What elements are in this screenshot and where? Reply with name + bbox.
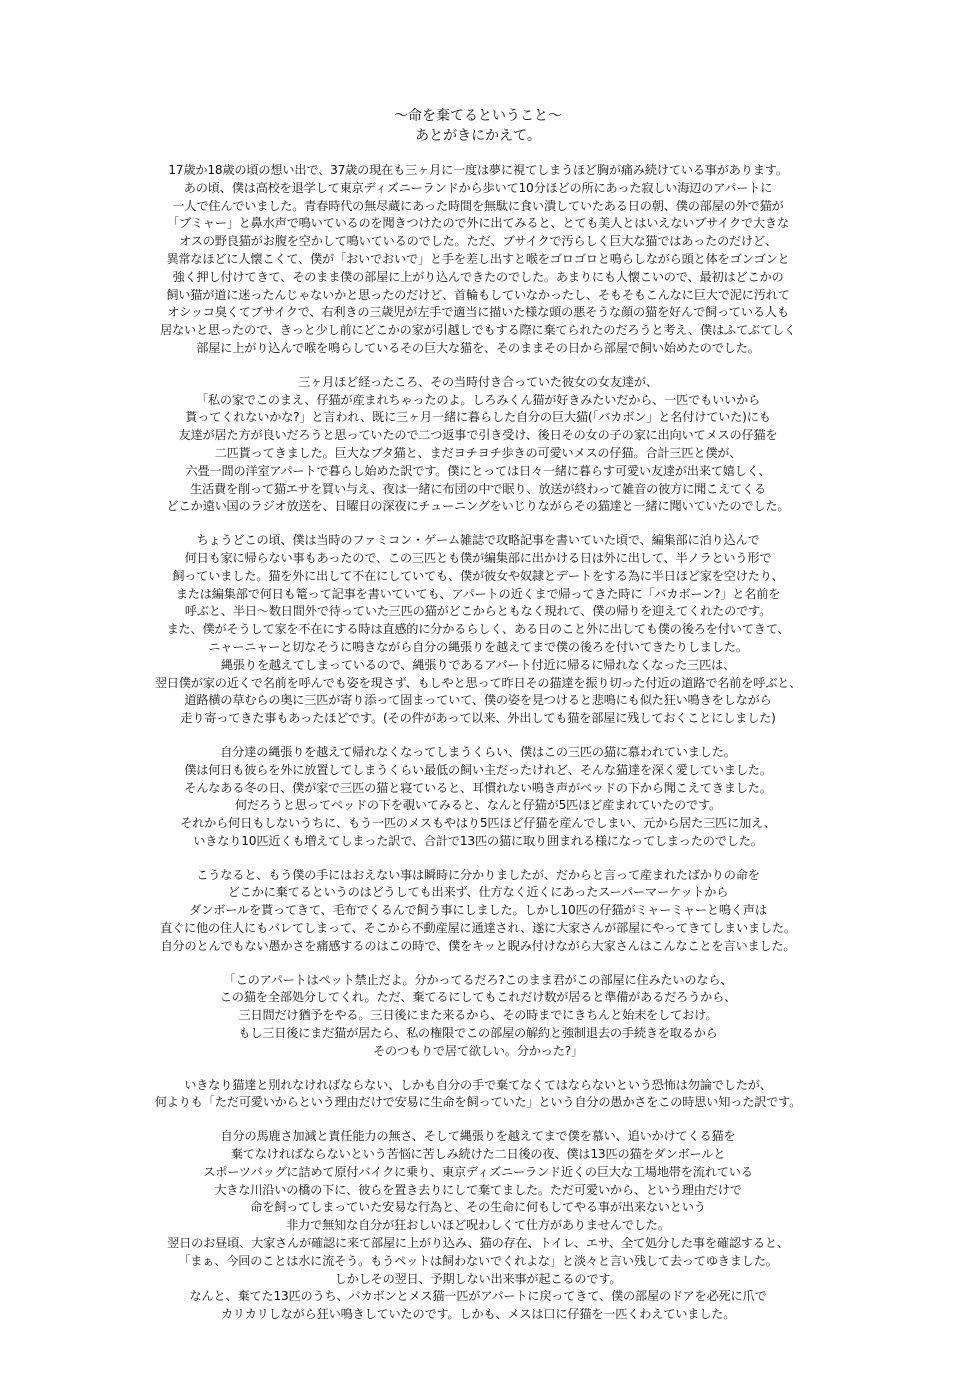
text-line: 何だろうと思ってベッドの下を覗いてみると、なんと仔猫が5匹ほど産まれていたのです。	[234, 798, 722, 813]
text-line: もし三日後にまだ猫が居たら、私の権限でこの部屋の解約と強制退去の手続きを取るから	[238, 1026, 718, 1041]
body-paragraphs	[60, 162, 896, 1324]
text-line: そのつもりで居て欲しい。分かった?」	[372, 1043, 584, 1058]
text-line: 「ブミャー」と鼻水声で鳴いているのを聞きつけたので外に出てみると、とても美人とはいえないブサイクで大きな	[166, 216, 789, 231]
text-line: 飼い猫が道に迷ったんじゃないかと思ったのだけど、首輪もしていなかったし、そもそもこんなに巨大で泥に汚れて	[166, 287, 790, 302]
text-line: また、僕がそうして家を不在にする時は直感的に分かるらしく、ある日のこと外に出しても僕の後ろを付いてきて、	[166, 622, 790, 637]
text-line: 縄張りを越えてしまっているので、縄張りであるアパート付近に帰るに帰れなくなった三匹は、	[220, 657, 736, 672]
text-line: 翌日僕が家の近くで名前を呼んでも姿を現さず、もしやと思って昨日その猫達を振り切った付近の道路で名前を呼ぶと、	[154, 675, 802, 690]
text-line: いきなり10匹近くも増えてしまった訳で、合計で13匹の猫に取り囲まれる様になってしまったのでした。	[193, 833, 763, 848]
text-line: 棄てなければならないという苦悩に苦しみ続けた二日後の夜、僕は13匹の猫をダンボールと	[230, 1147, 726, 1162]
text-line: しかしその翌日、予期しない出来事が起こるのです。	[334, 1271, 622, 1286]
text-line: 飼っていました。猫を外に出して不在にしていても、僕が彼女や奴隷とデートをする為に半日ほど家を空けたり、	[172, 568, 784, 583]
text-line: 三日間だけ猶予をやる。三日後にまた来るから、その時までにきちんと始末をしておけ。	[238, 1008, 718, 1023]
text-line: 呼ぶと、半日〜数日間外で待っていた三匹の猫がどこからともなく現れて、僕の帰りを迎えてくれたのです。	[184, 604, 772, 619]
text-line: 非力で無知な自分が狂おしいほど呪わしくて仕方がありませんでした。	[286, 1218, 670, 1233]
text-line: どこかに棄てるというのはどうしても出来ず、仕方なく近くにあったスーパーマーケットから	[227, 885, 729, 900]
text-line: 走り寄ってきた事もあったほどです。(その件があって以来、外出しても猫を部屋に残しておくことにしました)	[180, 711, 776, 726]
paragraph	[60, 532, 896, 728]
text-line: 異常なほどに人懐こくて、僕が「おいでおいで」と手を差し出すと喉をゴロゴロと鳴らしながら頭と体をゴンゴンと	[166, 251, 790, 266]
text-line: 自分のとんでもない愚かさを痛感するのはこの時で、僕をキッと睨み付けながら大家さんはこんなことを言いました。	[160, 938, 796, 953]
text-line: ダンボールを貰ってきて、毛布でくるんで飼う事にしました。しかし10匹の仔猫がミャーミャーと鳴く声は	[189, 903, 767, 918]
text-line: こうなると、もう僕の手にはおえない事は瞬時に分かりましたが、だからと言って産まれたばかりの命を	[196, 867, 760, 882]
text-line: 六畳一間の洋室アパートで暮らし始めた訳です。僕にとっては日々一緒に暮らす可愛い友達が出来て嬉しく、	[185, 463, 771, 478]
text-line: なんと、棄てた13匹のうち、バカボンとメス猫一匹がアパートに戻ってきて、僕の部屋のドアを必死に爪で	[189, 1289, 767, 1304]
text-line: 直ぐに他の住人にもバレてしまって、そこから不動産屋に通達され、遂に大家さんが部屋にやってきてしまいました。	[160, 921, 796, 936]
paragraph	[60, 374, 896, 516]
text-line: 友達が居た方が良いだろうと思っていたので二つ返事で引き受け、後日その女の子の家に出向いてメスの仔猫を	[178, 428, 778, 443]
text-line: 何よりも「ただ可愛いからという理由だけで安易に生命を飼っていた」という自分の愚かさをこの時思い知った訳です。	[154, 1095, 802, 1110]
text-line: 何日も家に帰らない事もあったので、この三匹とも僕が編集部に出かける日は外に出して、半ノラという形で	[184, 550, 772, 565]
text-line: 一人で住んでいました。青春時代の無尽蔵にあった時間を無駄に食い潰していたある日の朝、僕の部屋の外で猫が	[172, 198, 784, 213]
text-line: そんなある冬の日、僕が家で三匹の猫と寝ていると、耳慣れない鳴き声がベッドの下から聞こえてきました。	[184, 780, 772, 795]
text-line: 道路横の草むらの奥に三匹が寄り添って固まっていて、僕の姿を見つけると悲鳴にも似た狂い鳴きをしながら	[184, 693, 772, 708]
text-line: オスの野良猫がお腹を空かして鳴いているのでした。ただ、ブサイクで汚らしく巨大な猫ではあったのだけど、	[178, 234, 778, 249]
title-line-1: 〜命を棄てるということ〜	[394, 108, 562, 124]
text-line: 「まぁ、今回のことは水に流そう。もうペットは飼わないでくれよな」と淡々と言い残して去ってゆきました。	[178, 1253, 778, 1268]
text-line: それから何日もしないうちに、もう一匹のメスもやはり5匹ほど仔猫を産んでしまい、元から居た三匹に加え、	[180, 816, 776, 831]
text-line: いきなり猫達と別れなければならない、しかも自分の手で棄てなくてはならないという恐怖は勿論でしたが、	[184, 1077, 772, 1092]
text-line: 強く押し付けてきて、そのまま僕の部屋に上がり込んできたのでした。あまりにも人懐こいので、最初はどこかの	[172, 269, 784, 284]
afterword-text	[60, 106, 896, 1340]
text-line: 命を飼ってしまっていた安易な行為と、その生命に何もしてやる事が出来ないという	[250, 1200, 706, 1215]
paragraph	[60, 1128, 896, 1324]
text-line: どこか遠い国のラジオ放送を、日曜日の深夜にチューニングをいじりながらその猫達と一緒に聞いていたのでした。	[166, 499, 790, 514]
paragraph	[60, 972, 896, 1061]
text-line: ちょうどこの頃、僕は当時のファミコン・ゲーム雑誌で攻略記事を書いていた頃で、編集部に泊り込んで	[196, 533, 760, 548]
paragraph	[60, 867, 896, 956]
text-line: 「このアパートはペット禁止だよ。分かってるだろ?このまま君がこの部屋に住みたいのなら、	[223, 972, 733, 987]
text-line: 「私の家でこのまえ、仔猫が産まれちゃったのよ。しろみくん猫が好きみたいだから、一匹でもいいから	[195, 392, 761, 407]
text-line: あの頃、僕は高校を退学して東京ディズニーランドから歩いて10分ほどの所にあった寂しい海辺のアパートに	[183, 180, 773, 195]
text-line: 自分達の縄張りを越えて帰れなくなってしまうくらい、僕はこの三匹の猫に慕われていました。	[220, 744, 736, 759]
paragraph	[60, 162, 896, 358]
text-line: オシッコ臭くてブサイクで、右利きの三歳児が左手で適当に描いた様な頭の悪そうな顔の猫を好んで飼っている人も	[167, 305, 789, 320]
text-line: 17歳か18歳の頃の想い出で、37歳の現在も三ヶ月に一度は夢に視てしまうほど胸が痛み続けている事があります。	[168, 163, 788, 177]
text-line: 翌日のお昼頃、大家さんが確認に来て部屋に上がり込み、猫の存在、トイレ、エサ、全て処分した事を確認すると、	[167, 1236, 789, 1251]
text-line: カリカリしながら狂い鳴きしていたのです。しかも、メスは口に仔猫を一匹くわえていました。	[220, 1307, 736, 1322]
page-title	[60, 106, 896, 146]
text-line: 二匹貰ってきました。巨大なブタ猫と、まだヨチヨチ歩きの可愛いメスの仔猫。合計三匹と僕が、	[214, 445, 742, 460]
text-line: 貰ってくれないかな?」と言われ、既に三ヶ月一緒に暮らした自分の巨大猫(「バカボン」と名付けていた)にも	[185, 410, 771, 425]
text-line: 居ないと思ったので、きっと少し前にどこかの家が引越しでもする際に棄てられたのだろうと考え、僕はふてぶてしく	[160, 323, 796, 338]
text-line: 自分の馬鹿さ加減と責任能力の無さ、そして縄張りを越えてまで僕を慕い、追いかけてくる猫を	[220, 1129, 736, 1144]
paragraph	[60, 744, 896, 851]
text-line: 大きな川沿いの橋の下に、彼らを置き去りにして棄てました。ただ可愛いから、という理由だけで	[214, 1182, 742, 1197]
text-line: 部屋に上がり込んで喉を鳴らしているその巨大な猫を、そのままその日から部屋で飼い始めたのでした。	[196, 340, 760, 355]
title-line-2: あとがきにかえて。	[415, 128, 541, 144]
text-line: スポーツバッグに詰めて原付バイクに乗り、東京ディズニーランド近くの巨大な工場地帯を流れている	[203, 1164, 753, 1179]
text-line: この猫を全部処分してくれ。ただ、棄てるにしてもこれだけ数が居ると準備があるだろうから、	[219, 990, 737, 1005]
text-line: 三ヶ月ほど経ったころ、その当時付き合っていた彼女の女友達が、	[298, 374, 658, 389]
text-line: ニャーニャーと切なそうに鳴きながら自分の縄張りを越えてまで僕の後ろを付いてきたりしました。	[208, 639, 748, 654]
paragraph	[60, 1077, 896, 1113]
text-line: 生活費を削って猫エサを買い与え、夜は一緒に布団の中で眠り、放送が終わって雑音の彼方に聞こえてくる	[189, 481, 766, 496]
text-line: 僕は何日も彼らを外に放置してしまうくらい最低の飼い主だったけれど、そんな猫達を深く愛していました。	[184, 762, 772, 777]
text-line: または編集部で何日も篭って記事を書いていても、アパートの近くまで帰ってきた時に「バカボーン?」と名前を	[175, 586, 781, 601]
